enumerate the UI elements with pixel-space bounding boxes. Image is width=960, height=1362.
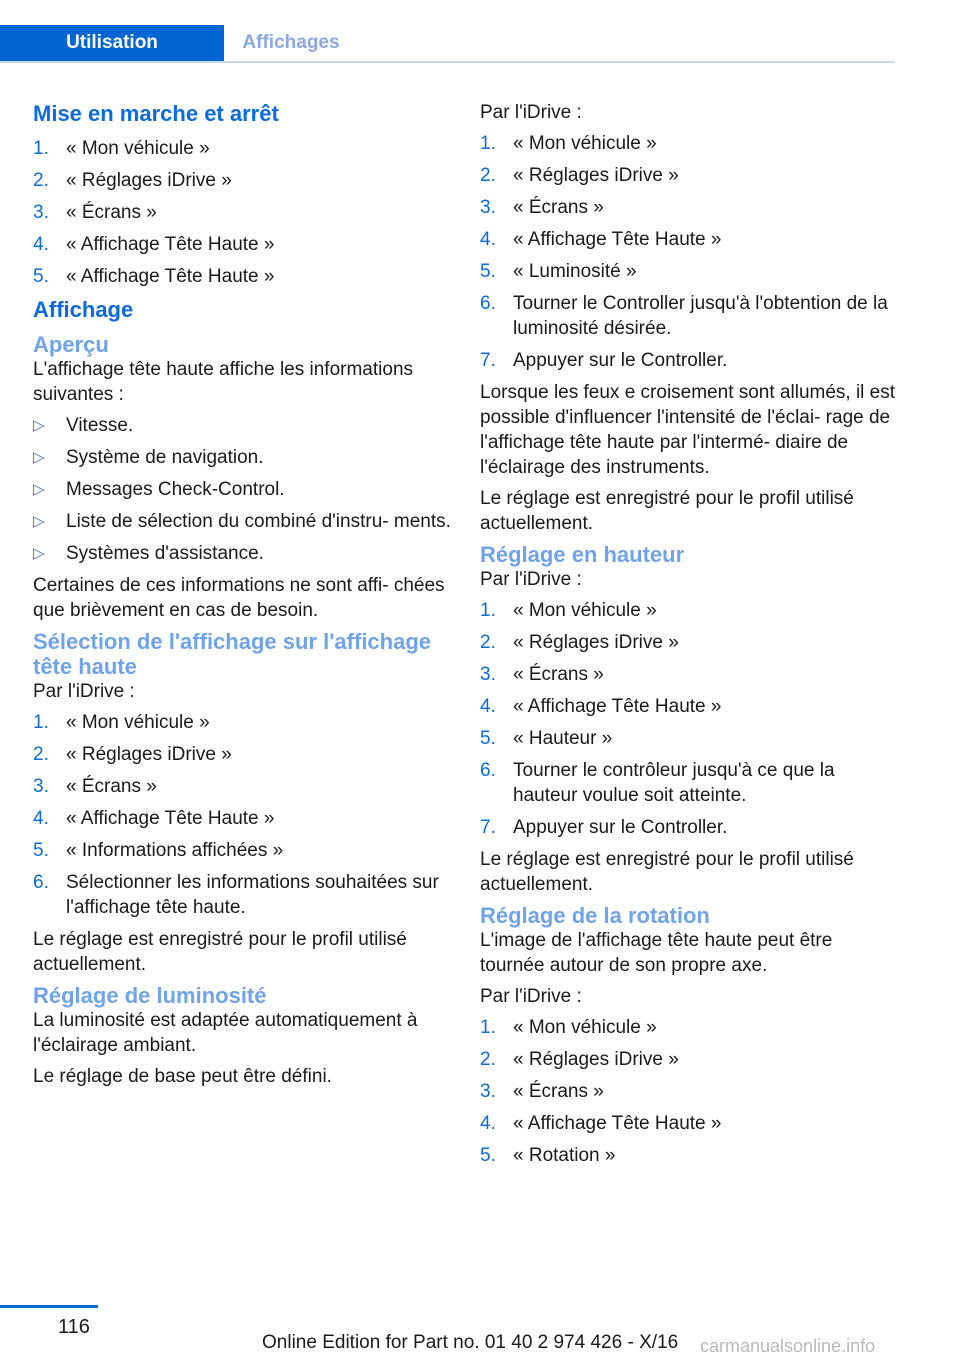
list-item: 7. Appuyer sur le Controller. <box>480 350 728 371</box>
subsection-title: Aperçu <box>33 332 109 357</box>
paragraph: Le réglage est enregistré pour le profil utilisé actuellement. <box>480 849 854 895</box>
list-item: 2. « Réglages iDrive » <box>33 170 232 191</box>
list-item: 5. « Rotation » <box>480 1145 616 1166</box>
step-number: 5. <box>33 840 49 861</box>
right-column <box>480 100 898 1175</box>
step-number: 6. <box>480 293 496 314</box>
step-number: 5. <box>33 266 49 287</box>
list-item: 5. « Informations affichées » <box>33 840 284 861</box>
list-item: 4. « Affichage Tête Haute » <box>33 808 275 829</box>
step-number: 5. <box>480 261 496 282</box>
step-list <box>480 131 898 373</box>
list-item: ▷ Liste de sélection du combiné d'instru‐ ments. <box>33 511 451 532</box>
step-list <box>480 1015 898 1168</box>
list-item: 3. « Écrans » <box>33 202 157 223</box>
list-item: 4. « Affichage Tête Haute » <box>480 229 722 250</box>
triangle-bullet-icon: ▷ <box>33 417 45 434</box>
step-number: 1. <box>33 712 49 733</box>
list-item: 4. « Affichage Tête Haute » <box>480 1113 722 1134</box>
list-item: 6. Sélectionner les informations souhaitées sur l'affichage tête haute. <box>33 872 439 918</box>
paragraph: Par l'iDrive : <box>480 986 582 1007</box>
list-item: 1. « Mon véhicule » <box>480 1017 657 1038</box>
step-number: 4. <box>480 229 496 250</box>
list-item: 2. « Réglages iDrive » <box>480 165 679 186</box>
page-number: 116 <box>58 1316 90 1338</box>
step-list <box>480 598 898 840</box>
step-number: 2. <box>33 170 49 191</box>
step-number: 6. <box>33 872 49 893</box>
list-item: 2. « Réglages iDrive » <box>33 744 232 765</box>
step-list <box>33 710 453 920</box>
tab-affichages[interactable]: Affichages <box>242 32 340 53</box>
step-number: 7. <box>480 350 496 371</box>
step-number: 5. <box>480 728 496 749</box>
edition-label: Online Edition for Part no. 01 40 2 974 426 - X/16 <box>262 1332 679 1353</box>
paragraph: L'image de l'affichage tête haute peut être tournée autour de son propre axe. <box>480 930 833 976</box>
step-number: 2. <box>480 1049 496 1070</box>
list-item: 5. « Luminosité » <box>480 261 637 282</box>
triangle-bullet-icon: ▷ <box>33 449 45 466</box>
step-number: 2. <box>480 632 496 653</box>
step-number: 7. <box>480 817 496 838</box>
list-item: ▷ Systèmes d'assistance. <box>33 543 264 564</box>
paragraph: Certaines de ces informations ne sont affi‐ chées que brièvement en cas de besoin. <box>33 575 445 621</box>
step-number: 1. <box>480 133 496 154</box>
list-item: 5. « Affichage Tête Haute » <box>33 266 275 287</box>
footer-accent-line <box>0 1305 98 1308</box>
subsection-title: Réglage de luminosité <box>33 983 267 1008</box>
section-title: Affichage <box>33 297 134 322</box>
subsection-title: Réglage de la rotation <box>480 903 710 928</box>
paragraph: Par l'iDrive : <box>480 102 582 123</box>
triangle-bullet-icon: ▷ <box>33 545 45 562</box>
subsection-title: Réglage en hauteur <box>480 542 685 567</box>
list-item: 1. « Mon véhicule » <box>480 600 657 621</box>
paragraph: Le réglage de base peut être défini. <box>33 1066 332 1087</box>
list-item: 4. « Affichage Tête Haute » <box>480 696 722 717</box>
list-item: 1. « Mon véhicule » <box>33 712 210 733</box>
step-number: 1. <box>33 138 49 159</box>
step-number: 4. <box>480 1113 496 1134</box>
paragraph: Par l'iDrive : <box>33 681 135 702</box>
left-column <box>33 100 453 1095</box>
step-list <box>33 136 453 289</box>
paragraph: Le réglage est enregistré pour le profil utilisé actuellement. <box>33 929 407 975</box>
list-item: 2. « Réglages iDrive » <box>480 632 679 653</box>
triangle-bullet-icon: ▷ <box>33 513 45 530</box>
list-item: 3. « Écrans » <box>480 197 604 218</box>
list-item: 4. « Affichage Tête Haute » <box>33 234 275 255</box>
step-number: 1. <box>480 600 496 621</box>
paragraph: Le réglage est enregistré pour le profil utilisé actuellement. <box>480 488 854 534</box>
step-number: 6. <box>480 760 496 781</box>
step-number: 1. <box>480 1017 496 1038</box>
list-item: ▷ Vitesse. <box>33 415 134 436</box>
list-item: ▷ Système de navigation. <box>33 447 264 468</box>
list-item: 1. « Mon véhicule » <box>480 133 657 154</box>
list-item: 7. Appuyer sur le Controller. <box>480 817 728 838</box>
list-item: 5. « Hauteur » <box>480 728 613 749</box>
step-number: 2. <box>33 744 49 765</box>
paragraph: L'affichage tête haute affiche les informations suivantes : <box>33 359 414 405</box>
step-number: 3. <box>33 202 49 223</box>
tab-utilisation[interactable]: Utilisation <box>0 25 224 61</box>
step-number: 3. <box>480 1081 496 1102</box>
step-number: 3. <box>480 664 496 685</box>
step-number: 5. <box>480 1145 496 1166</box>
list-item: 3. « Écrans » <box>480 664 604 685</box>
list-item: 6. Tourner le Controller jusqu'à l'obtention de la luminosité désirée. <box>480 293 888 339</box>
paragraph: La luminosité est adaptée automatiquement à l'éclairage ambiant. <box>33 1010 418 1056</box>
list-item: 3. « Écrans » <box>480 1081 604 1102</box>
step-number: 4. <box>33 808 49 829</box>
list-item: ▷ Messages Check-Control. <box>33 479 285 500</box>
subsection-title: Sélection de l'affichage sur l'affichage tête haute <box>33 629 432 679</box>
step-number: 3. <box>480 197 496 218</box>
paragraph: Par l'iDrive : <box>480 569 582 590</box>
watermark: carmanualsonline.info <box>700 1336 876 1356</box>
step-number: 4. <box>33 234 49 255</box>
section-title: Mise en marche et arrêt <box>33 101 279 126</box>
list-item: 3. « Écrans » <box>33 776 157 797</box>
list-item: 2. « Réglages iDrive » <box>480 1049 679 1070</box>
step-number: 2. <box>480 165 496 186</box>
list-item: 6. Tourner le contrôleur jusqu'à ce que la hauteur voulue soit atteinte. <box>480 760 835 806</box>
step-number: 3. <box>33 776 49 797</box>
triangle-bullet-icon: ▷ <box>33 481 45 498</box>
bullet-list <box>33 413 453 566</box>
step-number: 4. <box>480 696 496 717</box>
paragraph: Lorsque les feux e croisement sont allumés, il est possible d'influencer l'intensité de l'éclai‐ rage de l'affichage tête haute par l'intermé‐ diaire de l'éclairage des instruments. <box>480 382 896 478</box>
header-bar <box>0 25 895 63</box>
list-item: 1. « Mon véhicule » <box>33 138 210 159</box>
